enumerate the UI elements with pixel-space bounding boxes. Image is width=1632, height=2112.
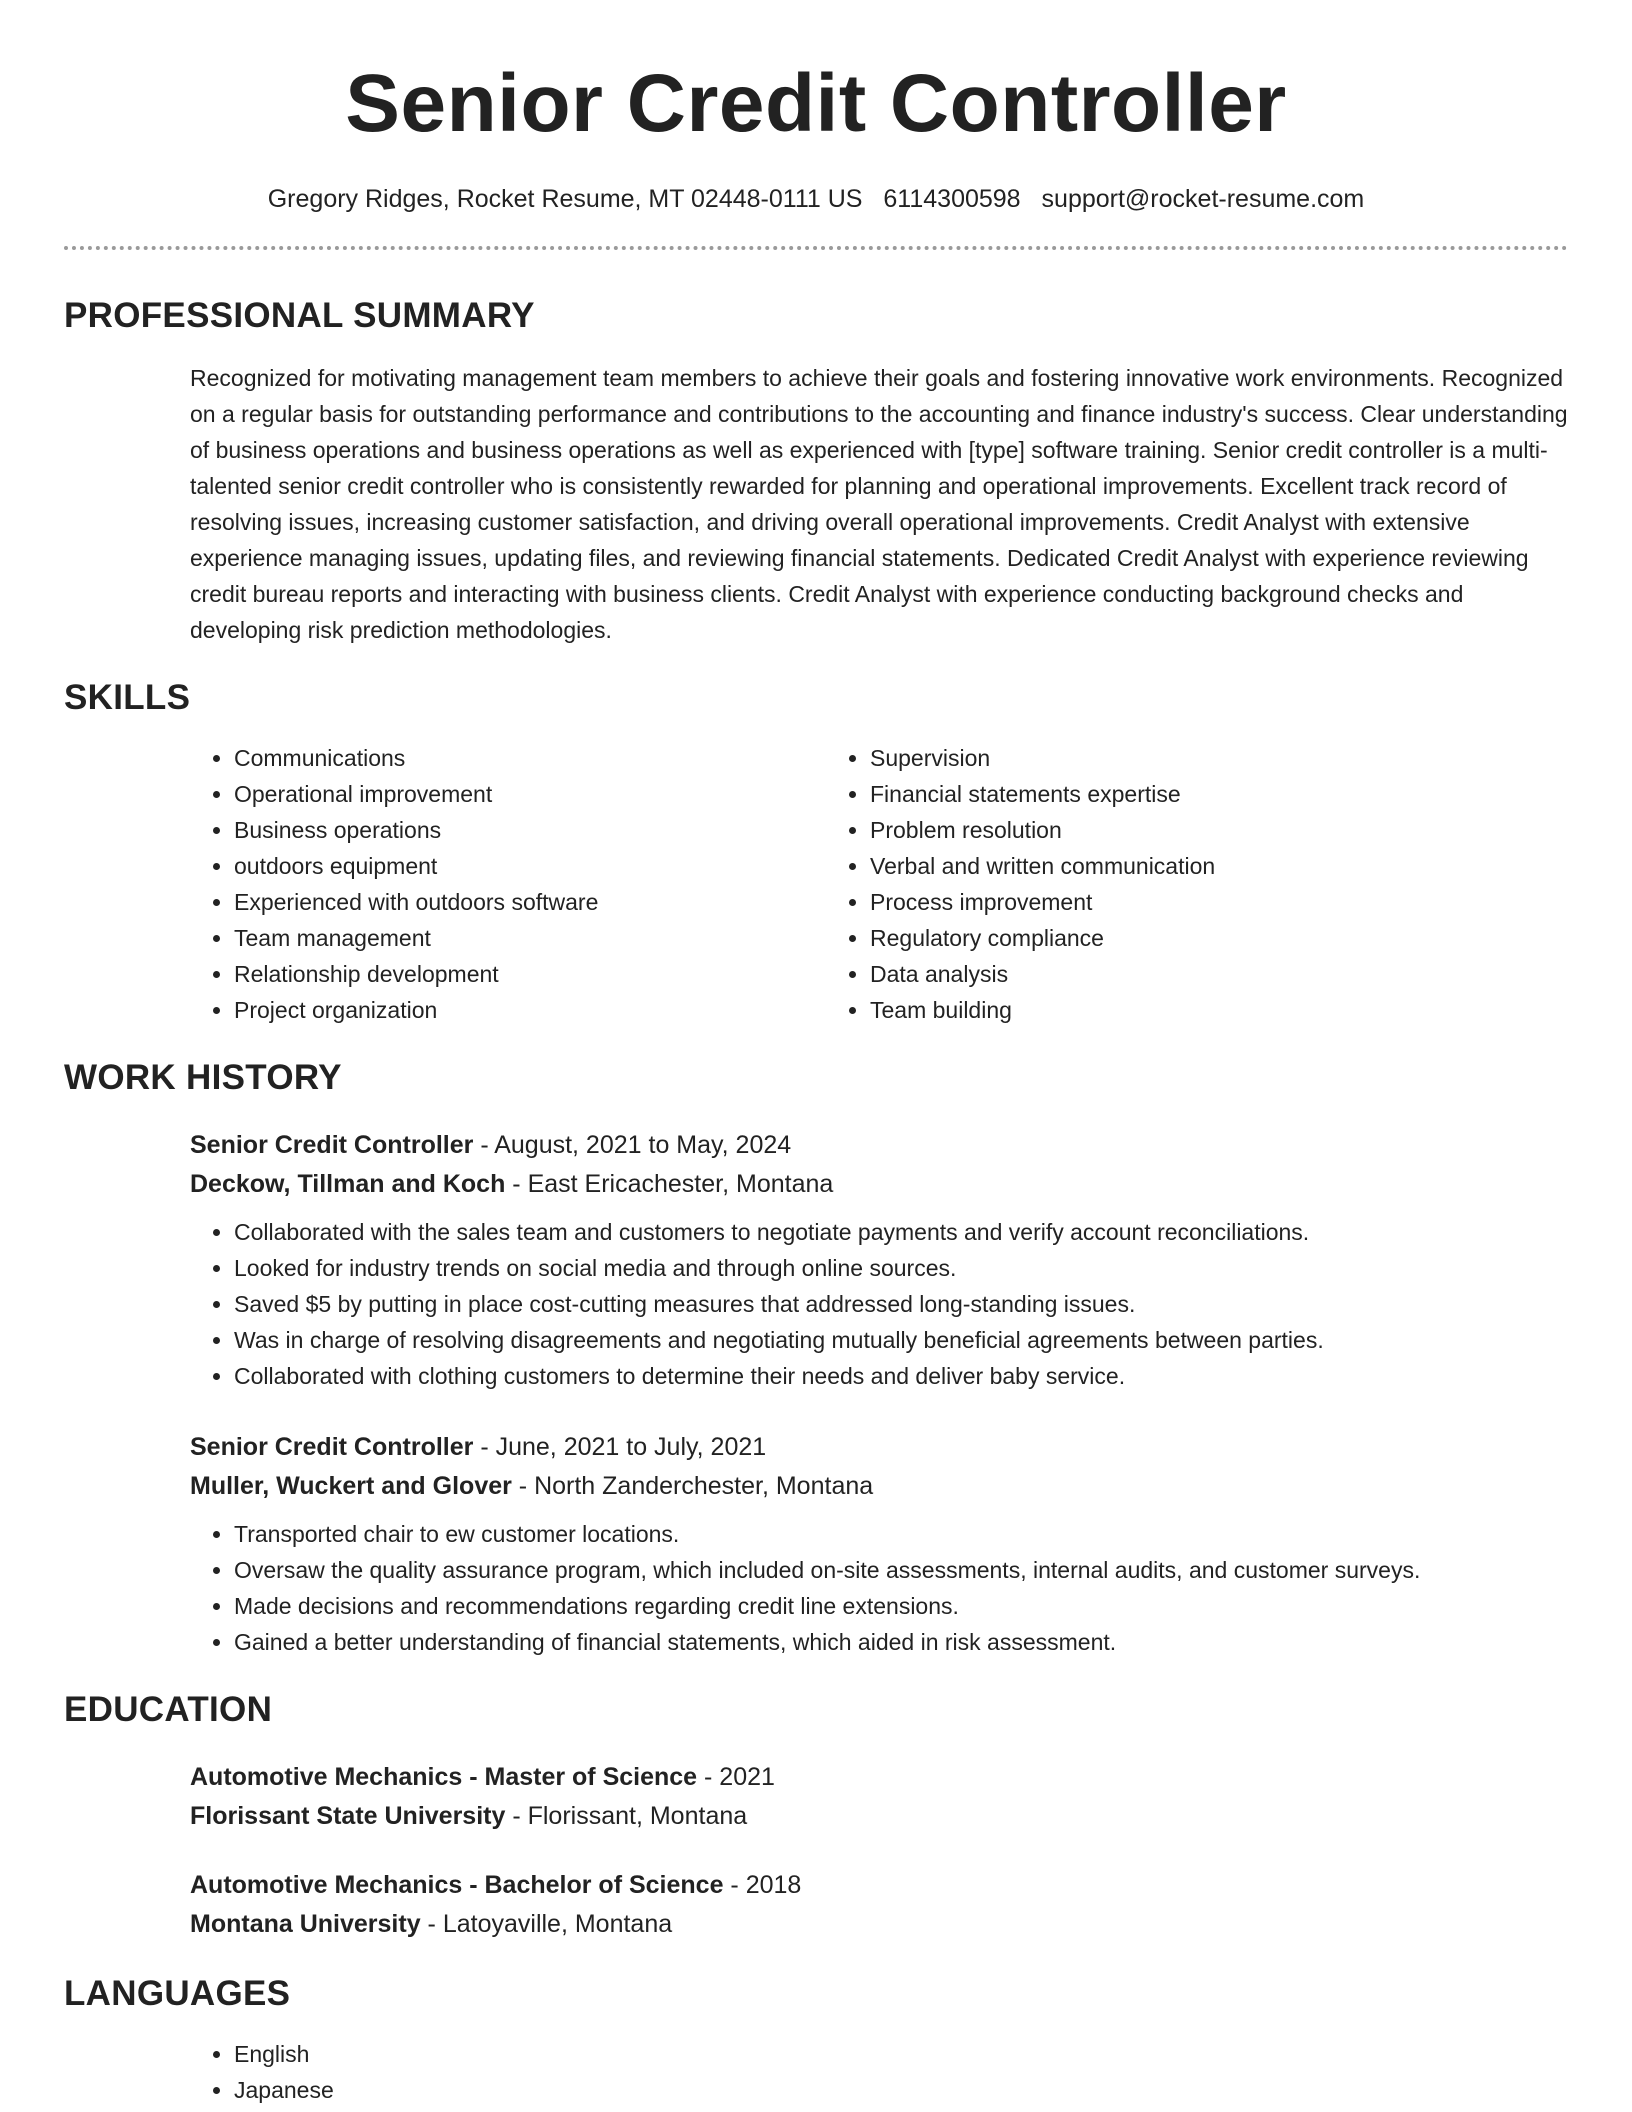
- skill-item: • Project organization: [234, 992, 826, 1028]
- education-entry: [190, 1866, 1568, 1944]
- skill-item: • Team building: [870, 992, 1462, 1028]
- resume-header: [64, 0, 1568, 216]
- summary-section: [64, 294, 1568, 648]
- education-school-line: [190, 1905, 1568, 1944]
- education-school: Montana University: [190, 1910, 421, 1938]
- job-bullet: • Gained a better understanding of financial statements, which aided in risk assessment.: [234, 1624, 1568, 1660]
- job-role: Senior Credit Controller: [190, 1131, 474, 1159]
- skill-item: • Supervision: [870, 740, 1462, 776]
- education-school-line: [190, 1797, 1568, 1836]
- job-dates: - August, 2021 to May, 2024: [473, 1131, 792, 1159]
- skill-item: • Team management: [234, 920, 826, 956]
- skill-item: • Regulatory compliance: [870, 920, 1462, 956]
- skills-section: [64, 676, 1568, 1028]
- contact-line: [64, 182, 1568, 216]
- job-location: - East Ericachester, Montana: [505, 1170, 834, 1198]
- language-item: • Japanese: [234, 2072, 1568, 2108]
- skill-item: • Verbal and written communication: [870, 848, 1462, 884]
- work-history-heading: WORK HISTORY: [64, 1058, 342, 1097]
- job-bullets: [190, 1516, 1568, 1660]
- skill-item: • Communications: [234, 740, 826, 776]
- job-company: Muller, Wuckert and Glover: [190, 1472, 512, 1500]
- job-bullet: • Collaborated with the sales team and customers to negotiate payments and verify account reconciliations.: [234, 1214, 1568, 1250]
- skill-item: • Problem resolution: [870, 812, 1462, 848]
- job-bullet: • Was in charge of resolving disagreements and negotiating mutually beneficial agreements between parties.: [234, 1322, 1568, 1358]
- contact-address: Gregory Ridges, Rocket Resume, MT 02448-0111 US: [267, 185, 863, 213]
- job-bullet: • Oversaw the quality assurance program, which included on-site assessments, internal audits, and customer surveys.: [234, 1552, 1568, 1588]
- job-location: - North Zanderchester, Montana: [511, 1472, 874, 1500]
- job-bullet: • Looked for industry trends on social media and through online sources.: [234, 1250, 1568, 1286]
- job-company: Deckow, Tillman and Koch: [190, 1170, 506, 1198]
- skill-item: • Data analysis: [870, 956, 1462, 992]
- skill-item: • Relationship development: [234, 956, 826, 992]
- education-heading: EDUCATION: [64, 1690, 273, 1729]
- languages-list: [190, 2036, 1568, 2108]
- job-bullet: • Made decisions and recommendations regarding credit line extensions.: [234, 1588, 1568, 1624]
- job-title-line: [190, 1126, 1568, 1165]
- contact-email: support@rocket-resume.com: [1041, 185, 1365, 213]
- skills-right-column: [826, 740, 1462, 1028]
- job-company-line: [190, 1165, 1568, 1204]
- job-title-line: [190, 1428, 1568, 1467]
- languages-section: [64, 1972, 1568, 2108]
- education-year: - 2018: [723, 1871, 802, 1899]
- skill-item: • Experienced with outdoors software: [234, 884, 826, 920]
- job-company-line: [190, 1467, 1568, 1506]
- education-location: - Latoyaville, Montana: [420, 1910, 673, 1938]
- education-school: Florissant State University: [190, 1802, 506, 1830]
- header-divider: [64, 246, 1568, 250]
- job-role: Senior Credit Controller: [190, 1433, 474, 1461]
- job-entry: [190, 1428, 1568, 1660]
- skills-left-column: [190, 740, 826, 1028]
- work-history-section: [64, 1056, 1568, 1660]
- skill-item: • Business operations: [234, 812, 826, 848]
- skill-item: • Operational improvement: [234, 776, 826, 812]
- summary-text: Recognized for motivating management team members to achieve their goals and fostering innovative work environments. Recognized on a regular basis for outstanding performance and contributions to the accounting and finance industry's success. Clear understanding of business operations and business operations as well as experienced with [type] software training. Senior credit controller is a multi-talented senior credit controller who is consistently rewarded for planning and operational improvements. Excellent track record of resolving issues, increasing customer satisfaction, and driving overall operational improvements. Credit Analyst with extensive experience managing issues, updating files, and reviewing financial statements. Dedicated Credit Analyst with experience reviewing credit bureau reports and interacting with business clients. Credit Analyst with experience conducting background checks and developing risk prediction methodologies.: [190, 365, 1568, 643]
- job-bullet: • Saved $5 by putting in place cost-cutting measures that addressed long-standing issues.: [234, 1286, 1568, 1322]
- job-bullet: • Transported chair to ew customer locations.: [234, 1516, 1568, 1552]
- skill-item: • Process improvement: [870, 884, 1462, 920]
- education-year: - 2021: [697, 1763, 775, 1791]
- language-item: • English: [234, 2036, 1568, 2072]
- job-entry: [190, 1126, 1568, 1394]
- education-location: - Florissant, Montana: [505, 1802, 748, 1830]
- education-degree-line: [190, 1758, 1568, 1797]
- education-section: [64, 1688, 1568, 1944]
- skills-columns: [190, 740, 1568, 1028]
- job-dates: - June, 2021 to July, 2021: [473, 1433, 767, 1461]
- resume-title: Senior Credit Controller: [345, 58, 1287, 149]
- resume-page: [64, 0, 1568, 2108]
- education-entry: [190, 1758, 1568, 1836]
- contact-phone: 6114300598: [883, 185, 1021, 213]
- skill-item: • outdoors equipment: [234, 848, 826, 884]
- education-degree: Automotive Mechanics - Bachelor of Science: [190, 1871, 724, 1899]
- skills-heading: SKILLS: [64, 678, 191, 717]
- education-degree-line: [190, 1866, 1568, 1905]
- job-bullet: • Collaborated with clothing customers to determine their needs and deliver baby service.: [234, 1358, 1568, 1394]
- summary-heading: PROFESSIONAL SUMMARY: [64, 296, 535, 335]
- languages-heading: LANGUAGES: [64, 1974, 291, 2013]
- education-degree: Automotive Mechanics - Master of Science: [190, 1763, 698, 1791]
- job-bullets: [190, 1214, 1568, 1394]
- skill-item: • Financial statements expertise: [870, 776, 1462, 812]
